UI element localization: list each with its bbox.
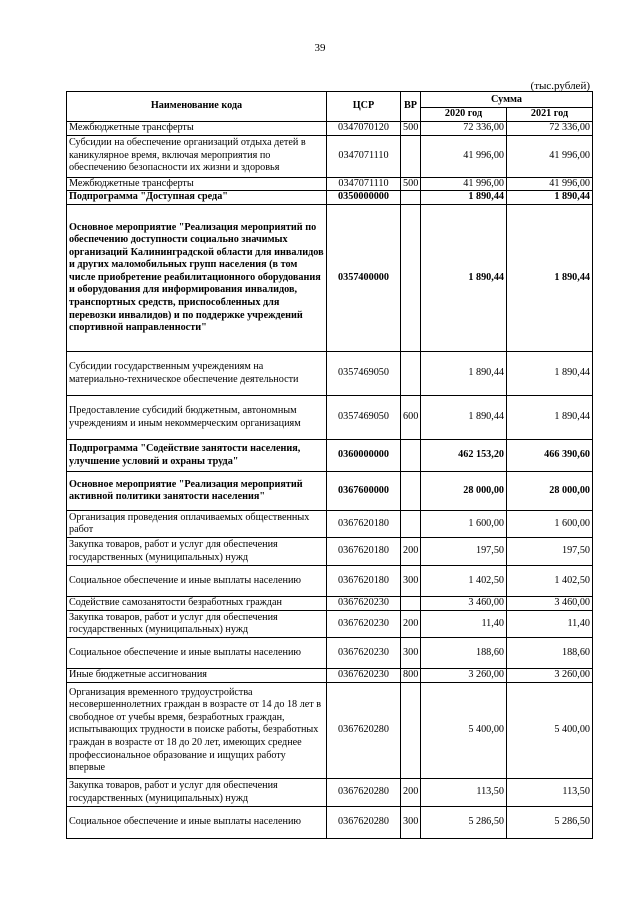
header-year-2021: 2021 год bbox=[507, 108, 593, 122]
row-2020: 1 600,00 bbox=[421, 511, 507, 538]
table-row bbox=[67, 191, 593, 205]
row-name: Субсидии государственным учреждениям на материально-техническое обеспечение деятельности bbox=[67, 352, 327, 396]
row-vr bbox=[401, 511, 421, 538]
row-name: Иные бюджетные ассигнования bbox=[67, 669, 327, 683]
row-name: Межбюджетные трансферты bbox=[67, 177, 327, 191]
row-vr bbox=[401, 135, 421, 177]
table-row bbox=[67, 352, 593, 396]
row-vr: 200 bbox=[401, 779, 421, 807]
row-2020: 5 400,00 bbox=[421, 683, 507, 779]
row-2021: 188,60 bbox=[507, 638, 593, 669]
table-row bbox=[67, 683, 593, 779]
row-2020: 462 153,20 bbox=[421, 440, 507, 472]
row-vr bbox=[401, 352, 421, 396]
row-2021: 1 890,44 bbox=[507, 352, 593, 396]
row-vr bbox=[401, 683, 421, 779]
row-csr: 0347070120 bbox=[327, 122, 401, 136]
row-name: Основное мероприятие "Реализация мероприятий активной политики занятости населения" bbox=[67, 472, 327, 511]
table-row bbox=[67, 779, 593, 807]
row-name: Подпрограмма "Доступная среда" bbox=[67, 191, 327, 205]
row-2021: 1 600,00 bbox=[507, 511, 593, 538]
row-2021: 41 996,00 bbox=[507, 177, 593, 191]
table-row bbox=[67, 566, 593, 597]
row-name: Содействие самозанятости безработных граждан bbox=[67, 597, 327, 611]
row-csr: 0357469050 bbox=[327, 352, 401, 396]
row-2021: 3 460,00 bbox=[507, 597, 593, 611]
row-csr: 0367620230 bbox=[327, 638, 401, 669]
row-name: Субсидии на обеспечение организаций отдыха детей в каникулярное время, включая мероприятия по обеспечению безопасности их жизни и здоровья bbox=[67, 135, 327, 177]
row-2020: 41 996,00 bbox=[421, 135, 507, 177]
row-csr: 0367620230 bbox=[327, 597, 401, 611]
row-csr: 0357400000 bbox=[327, 205, 401, 352]
row-csr: 0367620180 bbox=[327, 511, 401, 538]
header-sum: Сумма bbox=[421, 92, 593, 108]
table-row bbox=[67, 611, 593, 638]
row-vr: 500 bbox=[401, 177, 421, 191]
header-csr: ЦСР bbox=[327, 92, 401, 122]
row-2020: 188,60 bbox=[421, 638, 507, 669]
table-row bbox=[67, 597, 593, 611]
row-2021: 113,50 bbox=[507, 779, 593, 807]
row-2020: 113,50 bbox=[421, 779, 507, 807]
header-vr: ВР bbox=[401, 92, 421, 122]
row-name: Межбюджетные трансферты bbox=[67, 122, 327, 136]
row-csr: 0367620180 bbox=[327, 566, 401, 597]
row-csr: 0367620230 bbox=[327, 669, 401, 683]
row-2021: 11,40 bbox=[507, 611, 593, 638]
budget-table bbox=[66, 91, 593, 839]
table-row bbox=[67, 511, 593, 538]
row-2021: 41 996,00 bbox=[507, 135, 593, 177]
row-csr: 0347071110 bbox=[327, 177, 401, 191]
row-csr: 0347071110 bbox=[327, 135, 401, 177]
row-2020: 5 286,50 bbox=[421, 807, 507, 839]
row-csr: 0357469050 bbox=[327, 396, 401, 440]
table-row bbox=[67, 807, 593, 839]
row-2020: 3 260,00 bbox=[421, 669, 507, 683]
row-vr bbox=[401, 440, 421, 472]
row-2020: 1 402,50 bbox=[421, 566, 507, 597]
table-body bbox=[67, 122, 593, 839]
row-vr bbox=[401, 205, 421, 352]
row-vr: 800 bbox=[401, 669, 421, 683]
row-csr: 0367600000 bbox=[327, 472, 401, 511]
row-2021: 28 000,00 bbox=[507, 472, 593, 511]
row-2021: 3 260,00 bbox=[507, 669, 593, 683]
row-vr: 200 bbox=[401, 611, 421, 638]
row-csr: 0367620280 bbox=[327, 683, 401, 779]
row-vr: 500 bbox=[401, 122, 421, 136]
row-csr: 0350000000 bbox=[327, 191, 401, 205]
header-name: Наименование кода bbox=[67, 92, 327, 122]
row-name: Организация проведения оплачиваемых общественных работ bbox=[67, 511, 327, 538]
row-2021: 5 400,00 bbox=[507, 683, 593, 779]
row-2021: 1 402,50 bbox=[507, 566, 593, 597]
row-name: Подпрограмма "Содействие занятости населения, улучшение условий и охраны труда" bbox=[67, 440, 327, 472]
row-name: Предоставление субсидий бюджетным, автономным учреждениям и иным некоммерческим организациям bbox=[67, 396, 327, 440]
row-name: Социальное обеспечение и иные выплаты населению bbox=[67, 566, 327, 597]
row-2020: 1 890,44 bbox=[421, 396, 507, 440]
row-2021: 197,50 bbox=[507, 538, 593, 566]
row-vr: 300 bbox=[401, 566, 421, 597]
row-vr: 200 bbox=[401, 538, 421, 566]
row-2020: 3 460,00 bbox=[421, 597, 507, 611]
table-row bbox=[67, 638, 593, 669]
row-vr bbox=[401, 597, 421, 611]
row-2021: 5 286,50 bbox=[507, 807, 593, 839]
row-vr: 600 bbox=[401, 396, 421, 440]
row-name: Организация временного трудоустройства несовершеннолетних граждан в возрасте от 14 до 18 лет в свободное от учебы время, безработных граждан, испытывающих трудности в поиске работы, безработных граждан в возрасте от 18 до 20 лет, имеющих среднее профессиональное образование и ищущих работу впервые bbox=[67, 683, 327, 779]
row-2020: 41 996,00 bbox=[421, 177, 507, 191]
row-vr: 300 bbox=[401, 638, 421, 669]
table-row bbox=[67, 440, 593, 472]
row-vr bbox=[401, 472, 421, 511]
table-row bbox=[67, 177, 593, 191]
row-2021: 1 890,44 bbox=[507, 191, 593, 205]
table-row bbox=[67, 122, 593, 136]
row-vr bbox=[401, 191, 421, 205]
header-year-2020: 2020 год bbox=[421, 108, 507, 122]
table-row bbox=[67, 396, 593, 440]
row-2020: 197,50 bbox=[421, 538, 507, 566]
row-csr: 0360000000 bbox=[327, 440, 401, 472]
row-2020: 28 000,00 bbox=[421, 472, 507, 511]
units-label: (тыс.рублей) bbox=[530, 80, 590, 92]
table-row bbox=[67, 472, 593, 511]
row-csr: 0367620180 bbox=[327, 538, 401, 566]
row-name: Основное мероприятие "Реализация мероприятий по обеспечению доступности социально значимых организаций Калининградской области для инвалидов и других маломобильных групп населения (в том числе приобретение реабилитационного оборудования и оборудования для информирования инвалидов, транспортных средств, приспособленных для перевозки инвалидов) и по поддержке учреждений спортивной направленности" bbox=[67, 205, 327, 352]
row-name: Социальное обеспечение и иные выплаты населению bbox=[67, 807, 327, 839]
row-2020: 11,40 bbox=[421, 611, 507, 638]
table-row bbox=[67, 135, 593, 177]
table-header bbox=[67, 92, 593, 122]
table-row bbox=[67, 538, 593, 566]
row-2021: 1 890,44 bbox=[507, 205, 593, 352]
row-2021: 72 336,00 bbox=[507, 122, 593, 136]
row-2020: 1 890,44 bbox=[421, 205, 507, 352]
row-name: Социальное обеспечение и иные выплаты населению bbox=[67, 638, 327, 669]
row-name: Закупка товаров, работ и услуг для обеспечения государственных (муниципальных) нужд bbox=[67, 779, 327, 807]
row-2020: 1 890,44 bbox=[421, 191, 507, 205]
row-2020: 1 890,44 bbox=[421, 352, 507, 396]
row-2021: 466 390,60 bbox=[507, 440, 593, 472]
page-number: 39 bbox=[314, 42, 326, 54]
row-csr: 0367620230 bbox=[327, 611, 401, 638]
row-2020: 72 336,00 bbox=[421, 122, 507, 136]
row-name: Закупка товаров, работ и услуг для обеспечения государственных (муниципальных) нужд bbox=[67, 611, 327, 638]
row-csr: 0367620280 bbox=[327, 807, 401, 839]
table-row bbox=[67, 669, 593, 683]
row-name: Закупка товаров, работ и услуг для обеспечения государственных (муниципальных) нужд bbox=[67, 538, 327, 566]
table-row bbox=[67, 205, 593, 352]
row-2021: 1 890,44 bbox=[507, 396, 593, 440]
row-vr: 300 bbox=[401, 807, 421, 839]
row-csr: 0367620280 bbox=[327, 779, 401, 807]
